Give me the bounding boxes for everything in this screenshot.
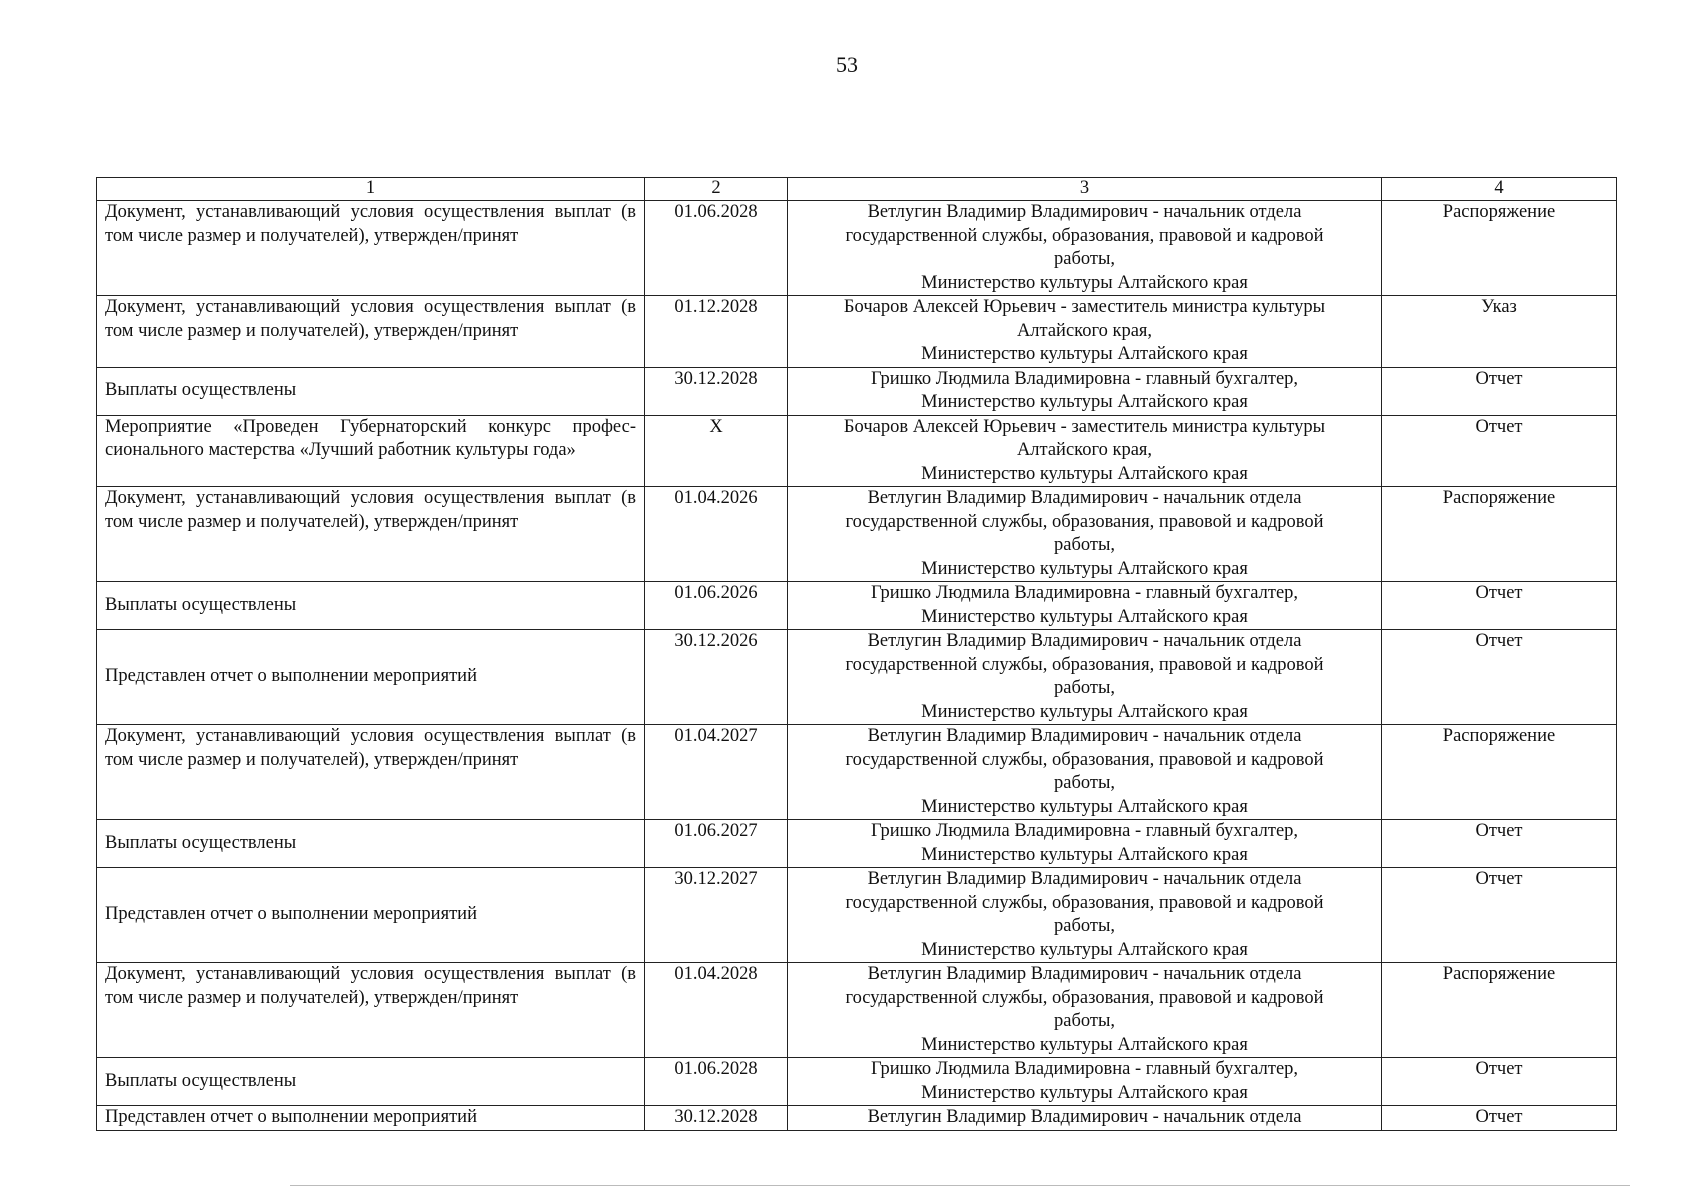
document-type-cell: Указ (1382, 296, 1617, 368)
date-cell: 01.06.2026 (645, 582, 788, 630)
date-cell: 01.04.2027 (645, 725, 788, 820)
event-description-cell: Представлен отчет о выполнении мероприятий (97, 868, 645, 963)
event-description-cell: Документ, устанавливающий условия осуществления выплат (в том числе размер и получателей), утвержден/принят (97, 487, 645, 582)
responsible-person-line: Министерство культуры Алтайского края (921, 701, 1248, 722)
table-body (97, 201, 1617, 1131)
responsible-person-cell (788, 725, 1382, 820)
responsible-person-line: государственной службы, образования, правовой и кадровой (845, 987, 1324, 1008)
responsible-person-line: работы, (1053, 773, 1116, 793)
column-header-2: 2 (645, 178, 788, 201)
responsible-person-line: работы, (1053, 678, 1116, 698)
document-type-cell: Отчет (1382, 1106, 1617, 1131)
responsible-person-line: Ветлугин Владимир Владимирович - начальник отдела (867, 488, 1302, 508)
date-cell: 01.04.2028 (645, 963, 788, 1058)
responsible-person-line: Ветлугин Владимир Владимирович - начальник отдела (867, 202, 1302, 222)
column-header-3: 3 (788, 178, 1382, 201)
document-type-cell: Распоряжение (1382, 963, 1617, 1058)
table-row (97, 963, 1617, 1058)
responsible-person-line: Министерство культуры Алтайского края (921, 939, 1248, 960)
table-row (97, 367, 1617, 415)
responsible-person-line: работы, (1053, 249, 1116, 269)
date-cell: 30.12.2028 (645, 1106, 788, 1131)
responsible-person-line: Министерство культуры Алтайского края (921, 463, 1248, 484)
table-row (97, 820, 1617, 868)
document-type-cell: Отчет (1382, 630, 1617, 725)
date-cell: 01.04.2026 (645, 487, 788, 582)
date-cell: 30.12.2027 (645, 868, 788, 963)
responsible-person-line: Гришко Людмила Владимировна - главный бухгалтер, (870, 368, 1299, 389)
responsible-person-cell (788, 582, 1382, 630)
responsible-person-line: государственной службы, образования, правовой и кадровой (845, 654, 1324, 675)
table-row (97, 415, 1617, 487)
event-description-cell: Документ, устанавливающий условия осуществления выплат (в том числе размер и получателей), утвержден/принят (97, 725, 645, 820)
event-description-cell: Документ, устанавливающий условия осуществления выплат (в том числе размер и получателей), утвержден/принят (97, 296, 645, 368)
document-type-cell: Отчет (1382, 582, 1617, 630)
event-description-cell: Выплаты осуществлены (97, 820, 645, 868)
responsible-person-line: Ветлугин Владимир Владимирович - начальник отдела (867, 631, 1302, 651)
table-row (97, 630, 1617, 725)
table-row (97, 201, 1617, 296)
schedule-table (96, 177, 1617, 1131)
column-header-4: 4 (1382, 178, 1617, 201)
responsible-person-line: Гришко Людмила Владимировна - главный бухгалтер, (870, 1059, 1299, 1079)
event-description-cell: Документ, устанавливающий условия осуществления выплат (в том числе размер и получателей), утвержден/принят (97, 201, 645, 296)
responsible-person-line: Министерство культуры Алтайского края (921, 558, 1248, 579)
responsible-person-cell (788, 487, 1382, 582)
responsible-person-line: государственной службы, образования, правовой и кадровой (845, 511, 1324, 532)
responsible-person-line: Министерство культуры Алтайского края (921, 796, 1248, 817)
responsible-person-line: Министерство культуры Алтайского края (921, 606, 1248, 627)
responsible-person-line: Министерство культуры Алтайского края (921, 1034, 1248, 1055)
page-number: 53 (836, 52, 858, 77)
document-type-cell: Отчет (1382, 415, 1617, 487)
responsible-person-line: Министерство культуры Алтайского края (921, 844, 1248, 865)
responsible-person-cell (788, 630, 1382, 725)
responsible-person-line: Алтайского края, (1016, 320, 1153, 341)
responsible-person-line: Ветлугин Владимир Владимирович - начальник отдела (867, 869, 1302, 889)
responsible-person-cell (788, 868, 1382, 963)
responsible-person-cell (788, 820, 1382, 868)
date-cell: Х (645, 415, 788, 487)
responsible-person-line: Министерство культуры Алтайского края (921, 1082, 1248, 1103)
event-description-cell: Мероприятие «Проведен Губернаторский конкурс профессионального мастерства «Лучший работник культуры года» (97, 415, 645, 487)
responsible-person-line: государственной службы, образования, правовой и кадровой (845, 892, 1324, 913)
responsible-person-line: работы, (1053, 535, 1116, 555)
responsible-person-line: Ветлугин Владимир Владимирович - начальник отдела (867, 726, 1302, 746)
document-type-cell: Распоряжение (1382, 201, 1617, 296)
responsible-person-line: Бочаров Алексей Юрьевич - заместитель министра культуры (843, 297, 1326, 317)
responsible-person-cell (788, 1058, 1382, 1106)
responsible-person-cell (788, 415, 1382, 487)
responsible-person-line: Ветлугин Владимир Владимирович - начальник отдела (867, 964, 1302, 984)
date-cell: 30.12.2028 (645, 367, 788, 415)
scan-artifact-line (290, 1185, 1630, 1186)
responsible-person-line: государственной службы, образования, правовой и кадровой (845, 749, 1324, 770)
responsible-person-line: Алтайского края, (1016, 440, 1153, 460)
document-type-cell: Распоряжение (1382, 725, 1617, 820)
table-row (97, 725, 1617, 820)
responsible-person-line: Ветлугин Владимир Владимирович - начальник отдела (867, 1107, 1302, 1127)
document-type-cell: Отчет (1382, 367, 1617, 415)
responsible-person-line: Бочаров Алексей Юрьевич - заместитель министра культуры (843, 416, 1326, 437)
responsible-person-line: Министерство культуры Алтайского края (921, 392, 1248, 412)
table-row (97, 1106, 1617, 1131)
event-description-cell: Представлен отчет о выполнении мероприятий (97, 630, 645, 725)
responsible-person-line: Гришко Людмила Владимировна - главный бухгалтер, (870, 583, 1299, 603)
responsible-person-line: работы, (1053, 916, 1116, 936)
responsible-person-cell (788, 963, 1382, 1058)
event-description-cell: Выплаты осуществлены (97, 1058, 645, 1106)
event-description-cell: Выплаты осуществлены (97, 582, 645, 630)
header-row (97, 178, 1617, 201)
event-description-cell: Выплаты осуществлены (97, 367, 645, 415)
responsible-person-line: Министерство культуры Алтайского края (921, 344, 1248, 364)
responsible-person-cell (788, 296, 1382, 368)
table-row (97, 582, 1617, 630)
document-type-cell: Отчет (1382, 868, 1617, 963)
document-type-cell: Отчет (1382, 1058, 1617, 1106)
event-description-cell: Представлен отчет о выполнении мероприятий (97, 1106, 645, 1131)
column-header-1: 1 (97, 178, 645, 201)
responsible-person-cell (788, 1106, 1382, 1131)
table-row (97, 296, 1617, 368)
date-cell: 01.12.2028 (645, 296, 788, 368)
table-row (97, 487, 1617, 582)
responsible-person-line: Гришко Людмила Владимировна - главный бухгалтер, (870, 821, 1299, 841)
table-row (97, 1058, 1617, 1106)
table-row (97, 868, 1617, 963)
document-type-cell: Отчет (1382, 820, 1617, 868)
date-cell: 01.06.2028 (645, 1058, 788, 1106)
responsible-person-line: Министерство культуры Алтайского края (921, 272, 1248, 293)
date-cell: 30.12.2026 (645, 630, 788, 725)
responsible-person-cell (788, 201, 1382, 296)
responsible-person-line: работы, (1053, 1011, 1116, 1031)
date-cell: 01.06.2027 (645, 820, 788, 868)
responsible-person-cell (788, 367, 1382, 415)
event-description-cell: Документ, устанавливающий условия осуществления выплат (в том числе размер и получателей), утвержден/принят (97, 963, 645, 1058)
date-cell: 01.06.2028 (645, 201, 788, 296)
document-type-cell: Распоряжение (1382, 487, 1617, 582)
responsible-person-line: государственной службы, образования, правовой и кадровой (845, 225, 1324, 246)
